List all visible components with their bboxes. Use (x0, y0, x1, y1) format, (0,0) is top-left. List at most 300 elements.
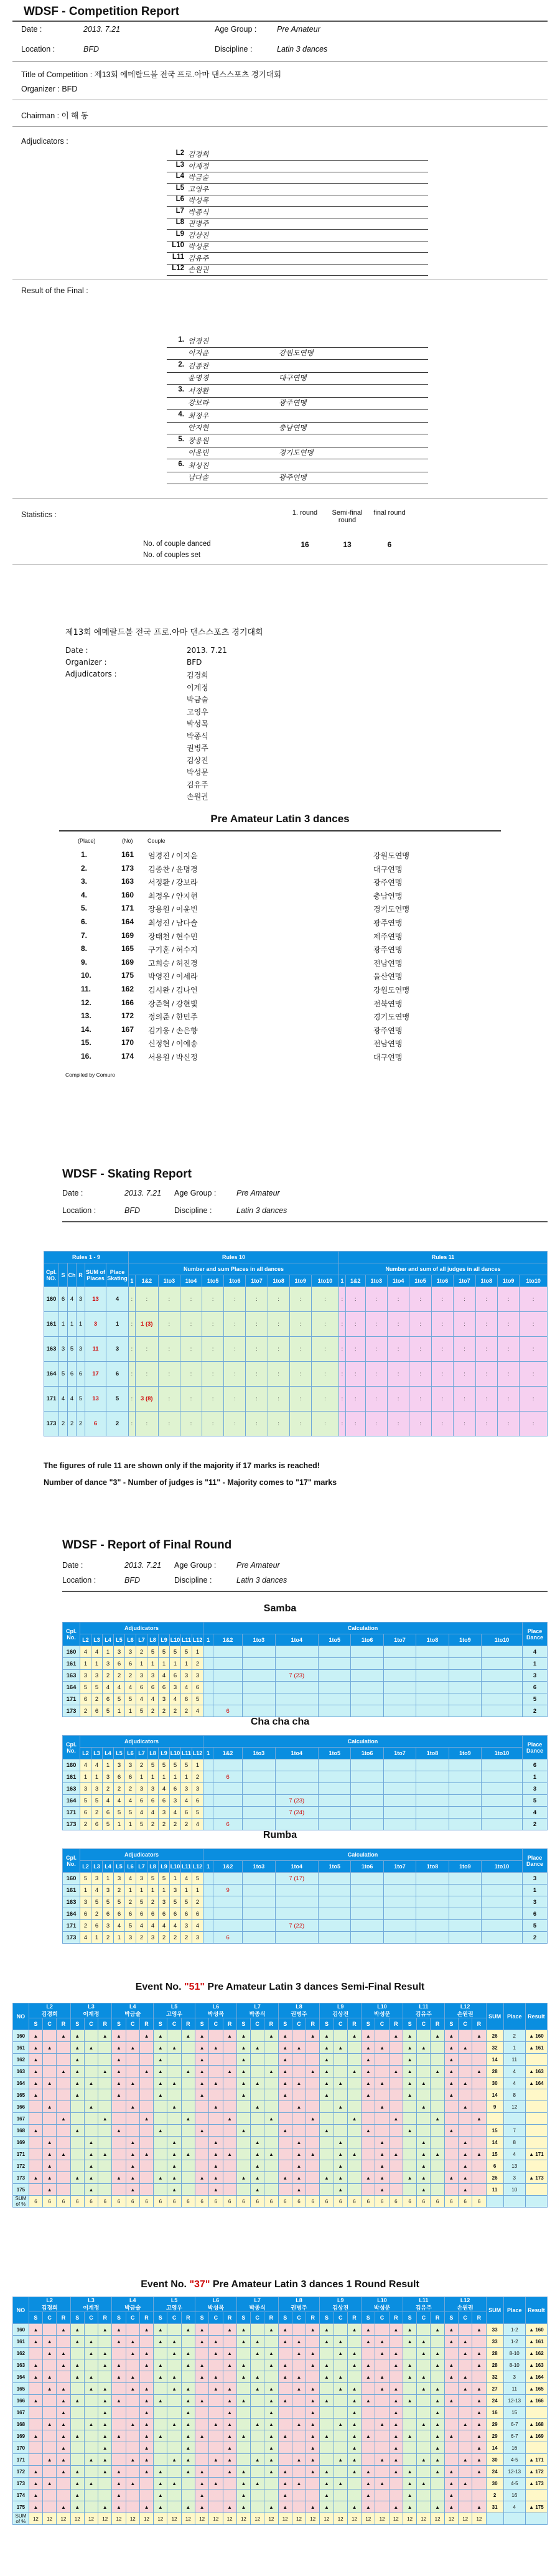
callback-cell (278, 2419, 292, 2430)
empty-mark: : (324, 1421, 326, 1426)
callback-cell (112, 2371, 126, 2383)
callback-mark-icon: ▲ (213, 2104, 218, 2110)
callback-mark-icon: ▲ (33, 2056, 39, 2063)
judge-mark: 5 (91, 1896, 103, 1908)
judge-mark: 1 (170, 1771, 181, 1783)
callback-cell (209, 2359, 223, 2371)
callback-cell (334, 2184, 347, 2196)
dance-place: 6 (59, 1287, 68, 1312)
round-sum: 16 (486, 2407, 503, 2419)
callback-mark-icon: ▲ (407, 2480, 413, 2486)
summary-heading: Pre Amateur Latin 3 dances (210, 813, 350, 825)
judge-code: L7 (254, 2003, 261, 2010)
calc-cell (213, 1783, 243, 1795)
callback-cell (292, 2160, 306, 2172)
hdr-dance-letter: R (181, 2312, 195, 2324)
callback-cell (347, 2371, 361, 2383)
round-result (525, 2383, 547, 2395)
callback-cell (29, 2030, 42, 2042)
callback-cell (444, 2359, 458, 2371)
sum-row (13, 2196, 548, 2208)
calc-cell (319, 1783, 351, 1795)
callback-cell (195, 2442, 208, 2454)
callback-mark-icon: ▲ (33, 2044, 39, 2051)
callback-cell (195, 2054, 208, 2066)
final-round-row (63, 1885, 548, 1896)
callback-cell (195, 2148, 208, 2160)
rule10-cell (311, 1312, 338, 1337)
callback-mark-icon: ▲ (130, 2175, 136, 2181)
calc-cell: 7 (23) (275, 1670, 318, 1682)
callback-cell (334, 2501, 347, 2513)
callback-cell (375, 2371, 389, 2383)
callback-cell (167, 2089, 181, 2101)
calc-cell (213, 1658, 243, 1670)
result-no: 160 (535, 2326, 544, 2333)
callback-cell (29, 2395, 42, 2407)
judge-code: L2 (46, 2003, 53, 2010)
rule11-cell (454, 1362, 475, 1387)
judge-mark: 4 (125, 1795, 136, 1807)
result-number: 160 (121, 890, 134, 899)
callback-cell (84, 2407, 98, 2419)
judge-mark: 1 (147, 1658, 159, 1670)
callback-cell (264, 2501, 278, 2513)
rule11-cell (475, 1387, 497, 1412)
callback-cell (431, 2371, 444, 2383)
callback-cell (209, 2054, 223, 2066)
sum-row (13, 2513, 548, 2525)
callback-cell (334, 2089, 347, 2101)
callback-cell (417, 2489, 431, 2501)
couple-no: 173 (63, 1705, 80, 1717)
callback-cell (362, 2324, 375, 2336)
callback-cell (223, 2419, 236, 2430)
round-result (525, 2466, 547, 2478)
callback-cell (320, 2184, 334, 2196)
judge-mark: 3 (170, 1682, 181, 1693)
callback-cell (139, 2419, 153, 2430)
callback-cell (264, 2336, 278, 2348)
empty-mark: : (324, 1396, 326, 1402)
callback-mark-icon: ▲ (157, 2326, 163, 2333)
callback-cell (320, 2359, 334, 2371)
round-place: 16 (503, 2489, 525, 2501)
empty-mark: : (508, 1346, 510, 1352)
fr-discipline-row (174, 1576, 287, 1585)
hdr-calc-col: 1to9 (449, 1861, 481, 1873)
callback-mark-icon: ▲ (102, 2151, 108, 2157)
hdr-judge (320, 2003, 362, 2018)
callback-mark-icon: ▲ (241, 2504, 246, 2510)
callback-cell (181, 2383, 195, 2395)
callback-cell (57, 2371, 70, 2383)
callback-cell (112, 2184, 126, 2196)
empty-mark: : (256, 1396, 258, 1402)
discipline-value: Latin 3 dances (236, 1576, 287, 1585)
judge-mark: 5 (170, 1646, 181, 1658)
empty-mark: : (441, 1396, 444, 1402)
empty-mark: : (341, 1321, 343, 1327)
calc-cell (319, 1819, 351, 1830)
round-place: 6-7 (503, 2430, 525, 2442)
callback-mark-icon: ▲ (476, 2350, 482, 2356)
callback-mark-icon: ▲ (157, 2068, 163, 2074)
judge-name: 권병주 (291, 2011, 307, 2017)
round-row (13, 2489, 548, 2501)
calc-cell (319, 1885, 351, 1896)
summary-adjudicator: 박성목 (187, 719, 208, 728)
callback-cell (126, 2137, 139, 2148)
hdr-judge: L12 (192, 1861, 203, 1873)
callback-cell (375, 2030, 389, 2042)
callback-cell (43, 2359, 57, 2371)
callback-cell (43, 2089, 57, 2101)
callback-cell (181, 2030, 195, 2042)
callback-cell (84, 2430, 98, 2442)
callback-cell (389, 2407, 403, 2419)
calc-cell (203, 1896, 213, 1908)
empty-mark: : (508, 1296, 510, 1302)
judge-mark: 1 (136, 1885, 147, 1896)
hdr-judge (362, 2297, 403, 2312)
sum-value: 6 (375, 2196, 389, 2208)
callback-mark-icon: ▲ (380, 2163, 385, 2169)
round-result (525, 2089, 547, 2101)
callback-cell (195, 2466, 208, 2478)
callback-mark-icon: ▲ (185, 2445, 191, 2451)
callback-mark-icon: ▲ (296, 2374, 302, 2380)
callback-mark-icon: ▲ (435, 2362, 441, 2368)
round-result (525, 2172, 547, 2184)
callback-cell (181, 2113, 195, 2125)
callback-cell (403, 2383, 416, 2395)
round-sum: 28 (486, 2359, 503, 2371)
rule10-cell (246, 1337, 268, 1362)
rule11-cell (387, 1387, 409, 1412)
callback-mark-icon: ▲ (407, 2326, 413, 2333)
empty-mark: : (168, 1321, 170, 1327)
divider (59, 830, 501, 831)
calc-cell (351, 1658, 383, 1670)
callback-cell (29, 2054, 42, 2066)
qualified-icon: ▲ (529, 2044, 534, 2051)
dance-place: 4 (68, 1287, 77, 1312)
judge-mark: 6 (103, 1908, 114, 1920)
sum-places: 17 (85, 1362, 106, 1387)
round-row (13, 2407, 548, 2419)
callback-cell (347, 2113, 361, 2125)
age-label: Age Group : (174, 1561, 217, 1570)
sum-value: 12 (209, 2513, 223, 2525)
judge-mark: 3 (192, 1932, 203, 1944)
callback-mark-icon: ▲ (352, 2421, 357, 2427)
rule11-cell (454, 1337, 475, 1362)
callback-cell (362, 2042, 375, 2054)
callback-mark-icon: ▲ (352, 2445, 357, 2451)
callback-mark-icon: ▲ (199, 2326, 205, 2333)
callback-cell (334, 2148, 347, 2160)
callback-mark-icon: ▲ (199, 2127, 205, 2133)
empty-mark: : (508, 1321, 510, 1327)
callback-cell (403, 2066, 416, 2077)
callback-cell (472, 2054, 486, 2066)
callback-cell (306, 2101, 320, 2113)
callback-cell (195, 2371, 208, 2383)
callback-cell (362, 2113, 375, 2125)
callback-cell (278, 2113, 292, 2125)
calc-cell (383, 1783, 416, 1795)
final-partner-1: 장용원 (188, 438, 209, 445)
hdr-calc-col: 1to8 (268, 1275, 289, 1287)
judge-mark: 4 (91, 1885, 103, 1896)
callback-cell (98, 2042, 112, 2054)
sum-value: 6 (70, 2196, 84, 2208)
callback-cell (264, 2160, 278, 2172)
callback-mark-icon: ▲ (380, 2350, 385, 2356)
callback-cell (389, 2348, 403, 2359)
callback-mark-icon: ▲ (310, 2386, 315, 2392)
stats-row-label: No. of couple danced (143, 540, 211, 548)
qualified-icon: ▲ (529, 2350, 534, 2356)
callback-cell (43, 2137, 57, 2148)
calc-cell (449, 1646, 481, 1658)
callback-cell (181, 2395, 195, 2407)
calc-cell (351, 1920, 383, 1932)
callback-cell (251, 2478, 264, 2489)
calc-cell (319, 1908, 351, 1920)
callback-mark-icon: ▲ (116, 2433, 121, 2439)
rule11-cell (387, 1312, 409, 1337)
callback-cell (181, 2442, 195, 2454)
callback-mark-icon: ▲ (157, 2044, 163, 2051)
callback-cell (223, 2148, 236, 2160)
result-club: 울산연맹 (373, 972, 403, 981)
qualified-icon: ▲ (529, 2080, 534, 2086)
callback-mark-icon: ▲ (254, 2139, 260, 2145)
callback-cell (195, 2125, 208, 2137)
calc-cell (203, 1908, 213, 1920)
callback-cell (29, 2324, 42, 2336)
callback-cell (167, 2137, 181, 2148)
sum-value: 12 (251, 2513, 264, 2525)
callback-cell (195, 2430, 208, 2442)
callback-mark-icon: ▲ (116, 2056, 121, 2063)
calc-cell (213, 1693, 243, 1705)
judge-mark: 1 (125, 1885, 136, 1896)
callback-cell (403, 2077, 416, 2089)
callback-cell (57, 2430, 70, 2442)
hdr-place: Place (503, 2003, 525, 2030)
judge-mark: 6 (91, 1819, 103, 1830)
judge-code: L10 (377, 2297, 387, 2303)
result-club: 경기도연맹 (373, 1013, 409, 1022)
rule10-cell (268, 1312, 289, 1337)
callback-cell (236, 2419, 250, 2430)
judge-mark: 6 (159, 1908, 170, 1920)
hdr-dance-letter: S (403, 2312, 416, 2324)
final-partner-1: 엄경진 (188, 338, 209, 345)
callback-cell (126, 2359, 139, 2371)
callback-cell (70, 2066, 84, 2077)
result-no: 171 (535, 2457, 544, 2463)
callback-mark-icon: ▲ (254, 2480, 260, 2486)
discipline-value: Latin 3 dances (277, 45, 328, 54)
empty-mark: : (212, 1346, 214, 1352)
callback-mark-icon: ▲ (33, 2397, 39, 2404)
adjudicator-name: 박성목 (188, 197, 209, 205)
callback-cell (29, 2371, 42, 2383)
callback-cell (389, 2137, 403, 2148)
callback-mark-icon: ▲ (352, 2468, 357, 2475)
result-club: 광주연맹 (373, 1026, 403, 1035)
callback-cell (167, 2383, 181, 2395)
calc-cell (351, 1932, 383, 1944)
callback-cell (98, 2089, 112, 2101)
empty-mark: : (278, 1296, 279, 1302)
couple-no: 169 (13, 2137, 29, 2148)
callback-mark-icon: ▲ (282, 2338, 288, 2344)
callback-cell (292, 2066, 306, 2077)
callback-mark-icon: ▲ (435, 2033, 441, 2039)
calc-cell (203, 1819, 213, 1830)
round-place: 1-2 (503, 2336, 525, 2348)
callback-cell (251, 2184, 264, 2196)
callback-mark-icon: ▲ (324, 2056, 329, 2063)
callback-mark-icon: ▲ (172, 2386, 177, 2392)
callback-cell (209, 2125, 223, 2137)
couple-no: 160 (63, 1759, 80, 1771)
calc-cell (449, 1705, 481, 1717)
empty-mark: : (131, 1346, 133, 1352)
calc-cell (243, 1693, 275, 1705)
callback-cell (389, 2336, 403, 2348)
callback-cell (375, 2148, 389, 2160)
callback-mark-icon: ▲ (449, 2338, 454, 2344)
rule10-cell (224, 1387, 246, 1412)
callback-cell (472, 2430, 486, 2442)
callback-cell (126, 2395, 139, 2407)
calc-cell (482, 1896, 523, 1908)
judge-mark: 4 (80, 1932, 91, 1944)
round-sum: 29 (486, 2430, 503, 2442)
hdr-judge: L2 (80, 1861, 91, 1873)
callback-cell (431, 2077, 444, 2089)
callback-cell (444, 2066, 458, 2077)
result-no: 164 (535, 2374, 544, 2380)
callback-mark-icon: ▲ (296, 2175, 302, 2181)
callback-mark-icon: ▲ (462, 2374, 468, 2380)
judge-mark: 2 (80, 1920, 91, 1932)
organizer-row (21, 85, 77, 93)
callback-cell (154, 2172, 167, 2184)
callback-mark-icon: ▲ (449, 2056, 454, 2063)
callback-cell (126, 2054, 139, 2066)
callback-cell (43, 2395, 57, 2407)
callback-mark-icon: ▲ (393, 2033, 399, 2039)
callback-mark-icon: ▲ (449, 2033, 454, 2039)
empty-mark: : (485, 1321, 487, 1327)
callback-cell (334, 2101, 347, 2113)
callback-mark-icon: ▲ (60, 2033, 66, 2039)
summary-adjudicator: 박금술 (187, 695, 208, 704)
judge-mark: 6 (192, 1682, 203, 1693)
callback-cell (195, 2113, 208, 2125)
callback-cell (209, 2419, 223, 2430)
callback-mark-icon: ▲ (380, 2480, 385, 2486)
callback-cell (431, 2101, 444, 2113)
judge-mark: 3 (125, 1646, 136, 1658)
judge-name: 박성문 (374, 2011, 391, 2017)
empty-mark: : (375, 1321, 377, 1327)
callback-mark-icon: ▲ (172, 2139, 177, 2145)
callback-cell (389, 2089, 403, 2101)
judge-mark: 6 (147, 1682, 159, 1693)
hdr-judge: L7 (136, 1634, 147, 1646)
callback-cell (403, 2442, 416, 2454)
callback-cell (417, 2359, 431, 2371)
callback-cell (84, 2066, 98, 2077)
place-dance: 1 (523, 1885, 548, 1896)
callback-cell (43, 2172, 57, 2184)
couple-no: 170 (13, 2442, 29, 2454)
round-sum: 32 (486, 2042, 503, 2054)
hdr-dance-letter: R (57, 2312, 70, 2324)
place-skating: 2 (106, 1412, 129, 1436)
final-row-2 (167, 472, 428, 484)
round-result (525, 2336, 547, 2348)
result-number: 162 (121, 985, 134, 993)
event-prefix: Event No. (141, 2279, 187, 2290)
hdr-dance-letter: C (251, 2312, 264, 2324)
callback-mark-icon: ▲ (47, 2421, 52, 2427)
callback-mark-icon: ▲ (75, 2033, 80, 2039)
rule11-cell (520, 1337, 548, 1362)
callback-cell (320, 2101, 334, 2113)
judge-mark: 1 (159, 1771, 170, 1783)
dance-place: 5 (68, 1337, 77, 1362)
judge-mark: 2 (170, 1932, 181, 1944)
final-club: 대구연맹 (279, 375, 307, 382)
callback-mark-icon: ▲ (352, 2151, 357, 2157)
callback-mark-icon: ▲ (241, 2044, 246, 2051)
callback-mark-icon: ▲ (338, 2350, 343, 2356)
callback-cell (389, 2172, 403, 2184)
callback-cell (403, 2419, 416, 2430)
calc-cell (213, 1896, 243, 1908)
callback-cell (181, 2125, 195, 2137)
judge-mark: 6 (114, 1658, 125, 1670)
callback-mark-icon: ▲ (75, 2338, 80, 2344)
callback-cell (320, 2466, 334, 2478)
callback-mark-icon: ▲ (449, 2068, 454, 2074)
round-result (525, 2407, 547, 2419)
callback-mark-icon: ▲ (213, 2175, 218, 2181)
final-partner-2: 이지윤 (188, 350, 209, 357)
callback-cell (167, 2184, 181, 2196)
calc-cell (203, 1759, 213, 1771)
callback-cell (362, 2466, 375, 2478)
callback-mark-icon: ▲ (213, 2186, 218, 2193)
callback-cell (444, 2454, 458, 2466)
callback-cell (167, 2324, 181, 2336)
callback-mark-icon: ▲ (144, 2033, 149, 2039)
final-row (167, 411, 428, 423)
callback-cell (84, 2466, 98, 2478)
callback-cell (292, 2054, 306, 2066)
final-round-grid (62, 1848, 548, 1944)
callback-cell (167, 2125, 181, 2137)
